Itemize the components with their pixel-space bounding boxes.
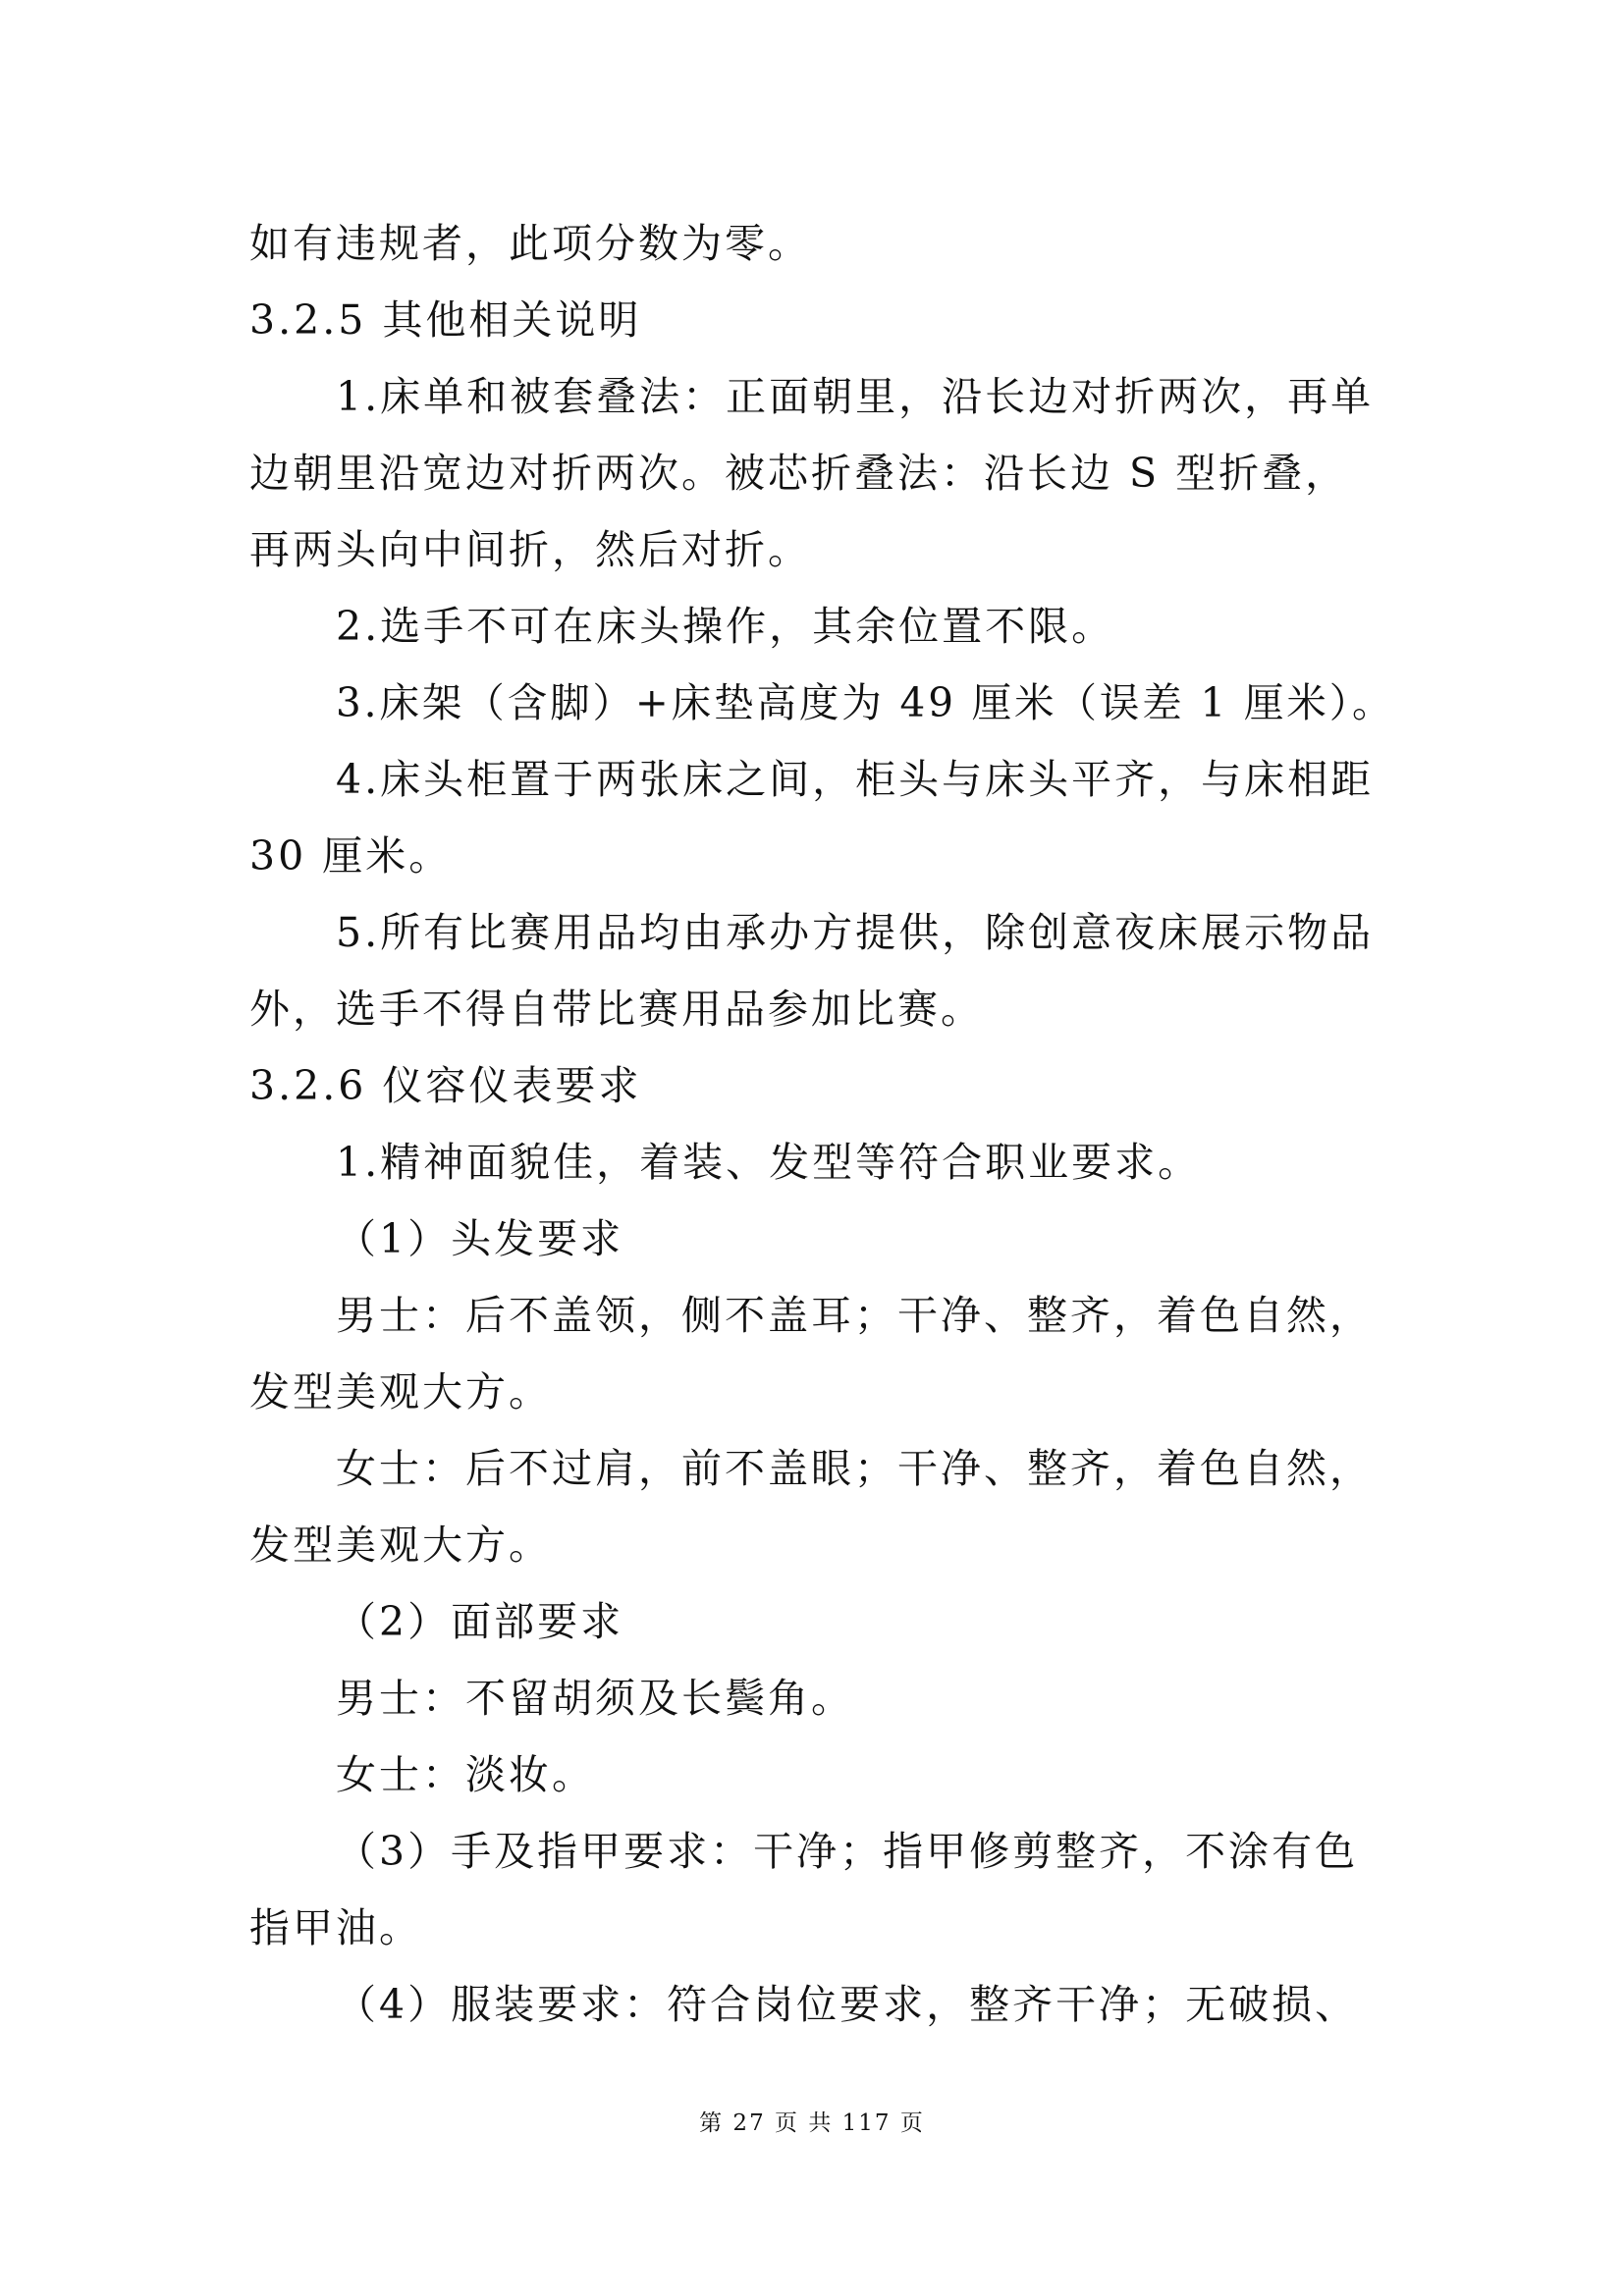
body-text-line: 外，选手不得自带比赛用品参加比赛。	[249, 986, 984, 1033]
body-text-line: 1.床单和被套叠法：正面朝里，沿长边对折两次，再单	[336, 373, 1375, 420]
body-text-line: 再两头向中间折，然后对折。	[249, 526, 811, 573]
body-text-line: 30 厘米。	[249, 832, 453, 880]
body-text-line: 3.2.5 其他相关说明	[249, 296, 642, 344]
body-text-line: 1.精神面貌佳，着装、发型等符合职业要求。	[336, 1139, 1202, 1186]
body-text-line: （4）服装要求：符合岗位要求，整齐干净；无破损、	[336, 1981, 1359, 2028]
body-text-line: （2）面部要求	[336, 1598, 624, 1645]
body-text-line: 3.床架（含脚）+床垫高度为 49 厘米（误差 1 厘米）。	[336, 679, 1395, 726]
body-text-line: （1）头发要求	[336, 1215, 624, 1262]
body-text-line: 发型美观大方。	[249, 1368, 552, 1415]
body-text-line: 5.所有比赛用品均由承办方提供，除创意夜床展示物品	[336, 909, 1375, 956]
body-text-line: 指甲油。	[249, 1904, 422, 1951]
body-text-line: 4.床头柜置于两张床之间，柜头与床头平齐，与床相距	[336, 756, 1375, 803]
body-text-line: 3.2.6 仪容仪表要求	[249, 1062, 642, 1109]
body-text-line: 如有违规者，此项分数为零。	[249, 220, 811, 267]
body-text-line: 女士：淡妆。	[336, 1751, 595, 1798]
body-text-line: 发型美观大方。	[249, 1522, 552, 1569]
body-text-line: 男士：后不盖领，侧不盖耳；干净、整齐，着色自然，	[336, 1292, 1373, 1339]
body-text-line: 女士：后不过肩，前不盖眼；干净、整齐，着色自然，	[336, 1445, 1373, 1492]
body-text-line: （3）手及指甲要求：干净；指甲修剪整齐，不涂有色	[336, 1828, 1359, 1875]
page-footer: 第 27 页 共 117 页	[699, 2110, 925, 2136]
body-text-line: 男士：不留胡须及长鬓角。	[336, 1675, 854, 1722]
body-text-line: 边朝里沿宽边对折两次。被芯折叠法：沿长边 S 型折叠，	[249, 450, 1349, 497]
body-text-line: 2.选手不可在床头操作，其余位置不限。	[336, 603, 1115, 650]
